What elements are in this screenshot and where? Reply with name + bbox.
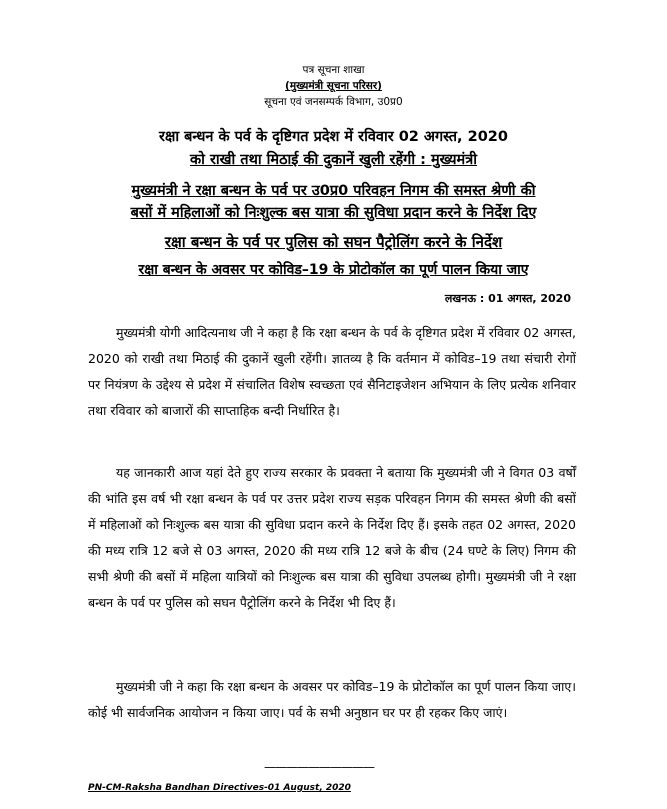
third-headline: रक्षा बन्धन के पर्व पर पुलिस को सघन पैट्रोलिंग करने के निर्देश [164,233,503,251]
main-headline-line-1: रक्षा बन्धन के पर्व के दृष्टिगत प्रदेश में रविवार 02 अगस्त, 2020 [159,129,508,145]
second-headline-line-1: मुख्यमंत्री ने रक्षा बन्धन के पर्व पर उ0प्र0 परिवहन निगम की समस्त श्रेणी की [131,183,536,199]
body-paragraph-2: यह जानकारी आज यहां देते हुए राज्य सरकार के प्रवक्ता ने बताया कि मुख्यमंत्री जी ने विगत 03 वर्षों की भांति इस वर्ष भी रक्षा बन्धन के पर्व पर उत्तर प्रदेश राज्य सड़क परिवहन निगम की समस्त श्रेणी की बसों में महिलाओं को निःशुल्क बस यात्रा की सुविधा प्रदान करने के निर्देश दिए हैं। इसके तहत 02 अगस्त, 2020 की मध्य रात्रि 12 बजे से 03 अगस्त, 2020 की मध्य रात्रि 12 बजे के बीच (24 घण्टे के लिए) निगम की सभी श्रेणी की बसों में महिला यात्रियों को निःशुल्क बस यात्रा की सुविधा उपलब्ध होगी। मुख्यमंत्री जी ने रक्षा बन्धन के पर्व पर पुलिस को सघन पैट्रोलिंग करने के निर्देश भी दिए हैं। [88,465,576,610]
body-paragraph-3: मुख्यमंत्री जी ने कहा कि रक्षा बन्धन के अवसर पर कोविड–19 के प्रोटोकॉल का पूर्ण पालन किया जाए। कोई भी सार्वजनिक आयोजन न किया जाए। पर्व के सभी अनुष्ठान घर पर ही रहकर किए जाएं। [88,679,576,720]
issuing-office-header [0,62,667,110]
footer-reference: PN-CM-Raksha Bandhan Directives-01 August, 2020 [88,783,351,793]
body-paragraph-1: मुख्यमंत्री योगी आदित्यनाथ जी ने कहा है कि रक्षा बन्धन के पर्व के दृष्टिगत प्रदेश में रविवार 02 अगस्त, 2020 को राखी तथा मिठाई की दुकानें खुली रहेंगी। ज्ञातव्य है कि वर्तमान में कोविड–19 तथा संचारी रोगों पर नियंत्रण के उद्देश्य से प्रदेश में संचालित विशेष स्वच्छता एवं सैनिटाइजेशन अभियान के लिए प्रत्येक शनिवार तथा रविवार को बाजारों की साप्ताहिक बन्दी निर्धारित है। [88,325,576,418]
end-mark: —————————— [264,760,374,774]
fourth-headline: रक्षा बन्धन के अवसर पर कोविड–19 के प्रोटोकॉल का पूर्ण पालन किया जाए [138,262,529,278]
office-subunit: (मुख्यमंत्री सूचना परिसर) [285,80,382,92]
main-headline-line-2: को राखी तथा मिठाई की दुकानें खुली रहेंगी : मुख्यमंत्री [190,152,477,168]
second-headline-line-2: बसों में महिलाओं को निःशुल्क बस यात्रा की सुविधा प्रदान करने के निर्देश दिए [130,205,537,221]
department-name: सूचना एवं जनसम्पर्क विभाग, उ0प्र0 [264,96,403,108]
dateline: लखनऊ : 01 अगस्त, 2020 [444,292,571,305]
office-name: पत्र सूचना शाखा [302,64,365,76]
